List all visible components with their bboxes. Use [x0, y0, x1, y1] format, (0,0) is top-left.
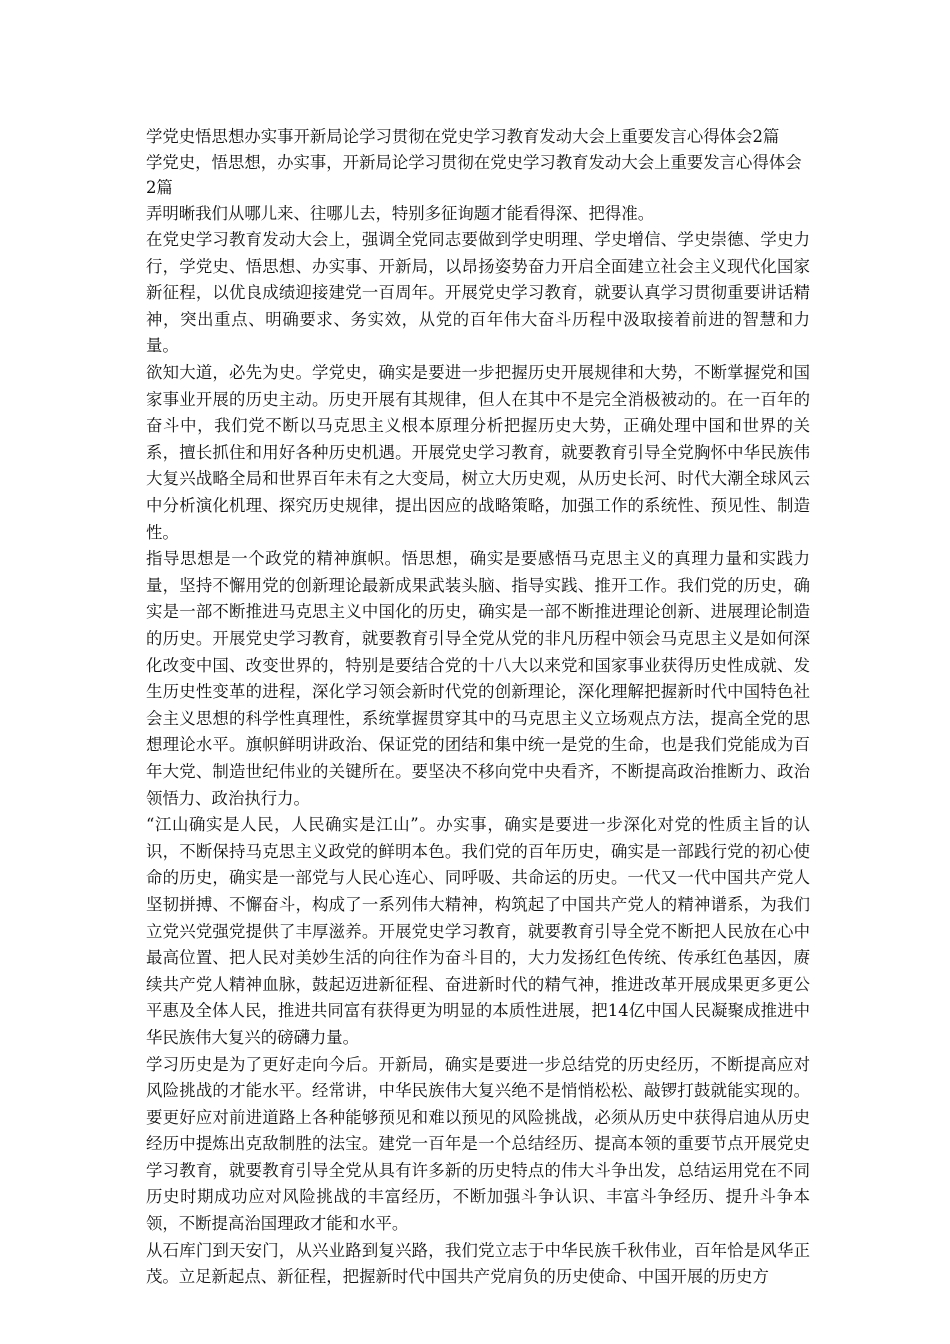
paragraph-3: 欲知大道，必先为史。学党史，确实是要进一步把握历史开展规律和大势，不断掌握党和国家事业开展的历史主动。历史开展有其规律，但人在其中不是完全消极被动的。在一百年的奋斗中，我们党不断以马克思主义根本原理分析把握历史大势，正确处理中国和世界的关系，擅长抓住和用好各种历史机遇。开展党史学习教育，就要教育引导全党胸怀中华民族伟大复兴战略全局和世界百年未有之大变局，树立大历史观，从历史长河、时代大潮全球风云中分析演化机理、探究历史规律，提出因应的战略策略，加强工作的系统性、预见性、制造性。	[146, 363, 810, 542]
document-title: 学党史悟思想办实事开新局论学习贯彻在党史学习教育发动大会上重要发言心得体会2篇	[146, 127, 780, 146]
paragraph-5: “江山确实是人民，人民确实是江山”。办实事，确实是要进一步深化对党的性质主旨的认识，不断保持马克思主义政党的鲜明本色。我们党的百年历史，确实是一部践行党的初心使命的历史，确实是一部党与人民心连心、同呼吸、共命运的历史。一代又一代中国共产党人坚韧拼搏、不懈奋斗，构成了一系列伟大精神，构筑起了中国共产党人的精神谱系，为我们立党兴党强党提供了丰厚滋养。开展党史学习教育，就要教育引导全党不断把人民放在心中最高位置、把人民对美妙生活的向往作为奋斗目的，大力发扬红色传统、传承红色基因，赓续共产党人精神血脉，鼓起迈进新征程、奋进新时代的精气神，推进改革开展成果更多更公平惠及全体人民，推进共同富有获得更为明显的本质性进展，把14亿中国人民凝聚成推进中华民族伟大复兴的磅礴力量。	[146, 815, 810, 1047]
paragraph-7: 从石库门到天安门，从兴业路到复兴路，我们党立志于中华民族千秋伟业，百年恰是风华正茂。立足新起点、新征程，把握新时代中国共产党肩负的历史使命、中国开展的历史方	[146, 1240, 810, 1287]
document-page	[146, 124, 810, 1291]
paragraph-1: 弄明晰我们从哪儿来、往哪儿去，特别多征询题才能看得深、把得准。	[146, 203, 655, 223]
paragraph-2: 在党史学习教育发动大会上，强调全党同志要做到学史明理、学史增信、学史崇德、学史力行，学党史、悟思想、办实事、开新局，以昂扬姿势奋力开启全面建立社会主义现代化国家新征程，以优良成绩迎接建党一百周年。开展党史学习教育，就要认真学习贯彻重要讲话精神，突出重点、明确要求、务实效，从党的百年伟大奋斗历程中汲取接着前进的智慧和力量。	[146, 230, 810, 356]
paragraph-4: 指导思想是一个政党的精神旗帜。悟思想，确实是要感悟马克思主义的真理力量和实践力量，坚持不懈用党的创新理论最新成果武装头脑、指导实践、推开工作。我们党的历史，确实是一部不断推进马克思主义中国化的历史，确实是一部不断推进理论创新、进展理论制造的历史。开展党史学习教育，就要教育引导全党从党的非凡历程中领会马克思主义是如何深化改变中国、改变世界的，特别是要结合党的十八大以来党和国家事业获得历史性成就、发生历史性变革的进程，深化学习领会新时代党的创新理论，深化理解把握新时代中国特色社会主义思想的科学性真理性，系统掌握贯穿其中的马克思主义立场观点方法，提高全党的思想理论水平。旗帜鲜明讲政治、保证党的团结和集中统一是党的生命，也是我们党能成为百年大党、制造世纪伟业的关键所在。要坚决不移向党中央看齐，不断提高政治推断力、政治领悟力、政治执行力。	[146, 549, 810, 808]
document-subtitle: 学党史，悟思想，办实事，开新局论学习贯彻在党史学习教育发动大会上重要发言心得体会2篇	[146, 152, 802, 197]
paragraph-6: 学习历史是为了更好走向今后。开新局，确实是要进一步总结党的历史经历，不断提高应对风险挑战的才能水平。经常讲，中华民族伟大复兴绝不是悄悄松松、敲锣打鼓就能实现的。要更好应对前进道路上各种能够预见和难以预见的风险挑战，必须从历史中获得启迪从历史经历中提炼出克敌制胜的法宝。建党一百年是一个总结经历、提高本领的重要节点开展党史学习教育，就要教育引导全党从具有许多新的历史特点的伟大斗争出发，总结运用党在不同历史时期成功应对风险挑战的丰富经历，不断加强斗争认识、丰富斗争经历、提升斗争本领，不断提高治国理政才能和水平。	[146, 1054, 810, 1234]
